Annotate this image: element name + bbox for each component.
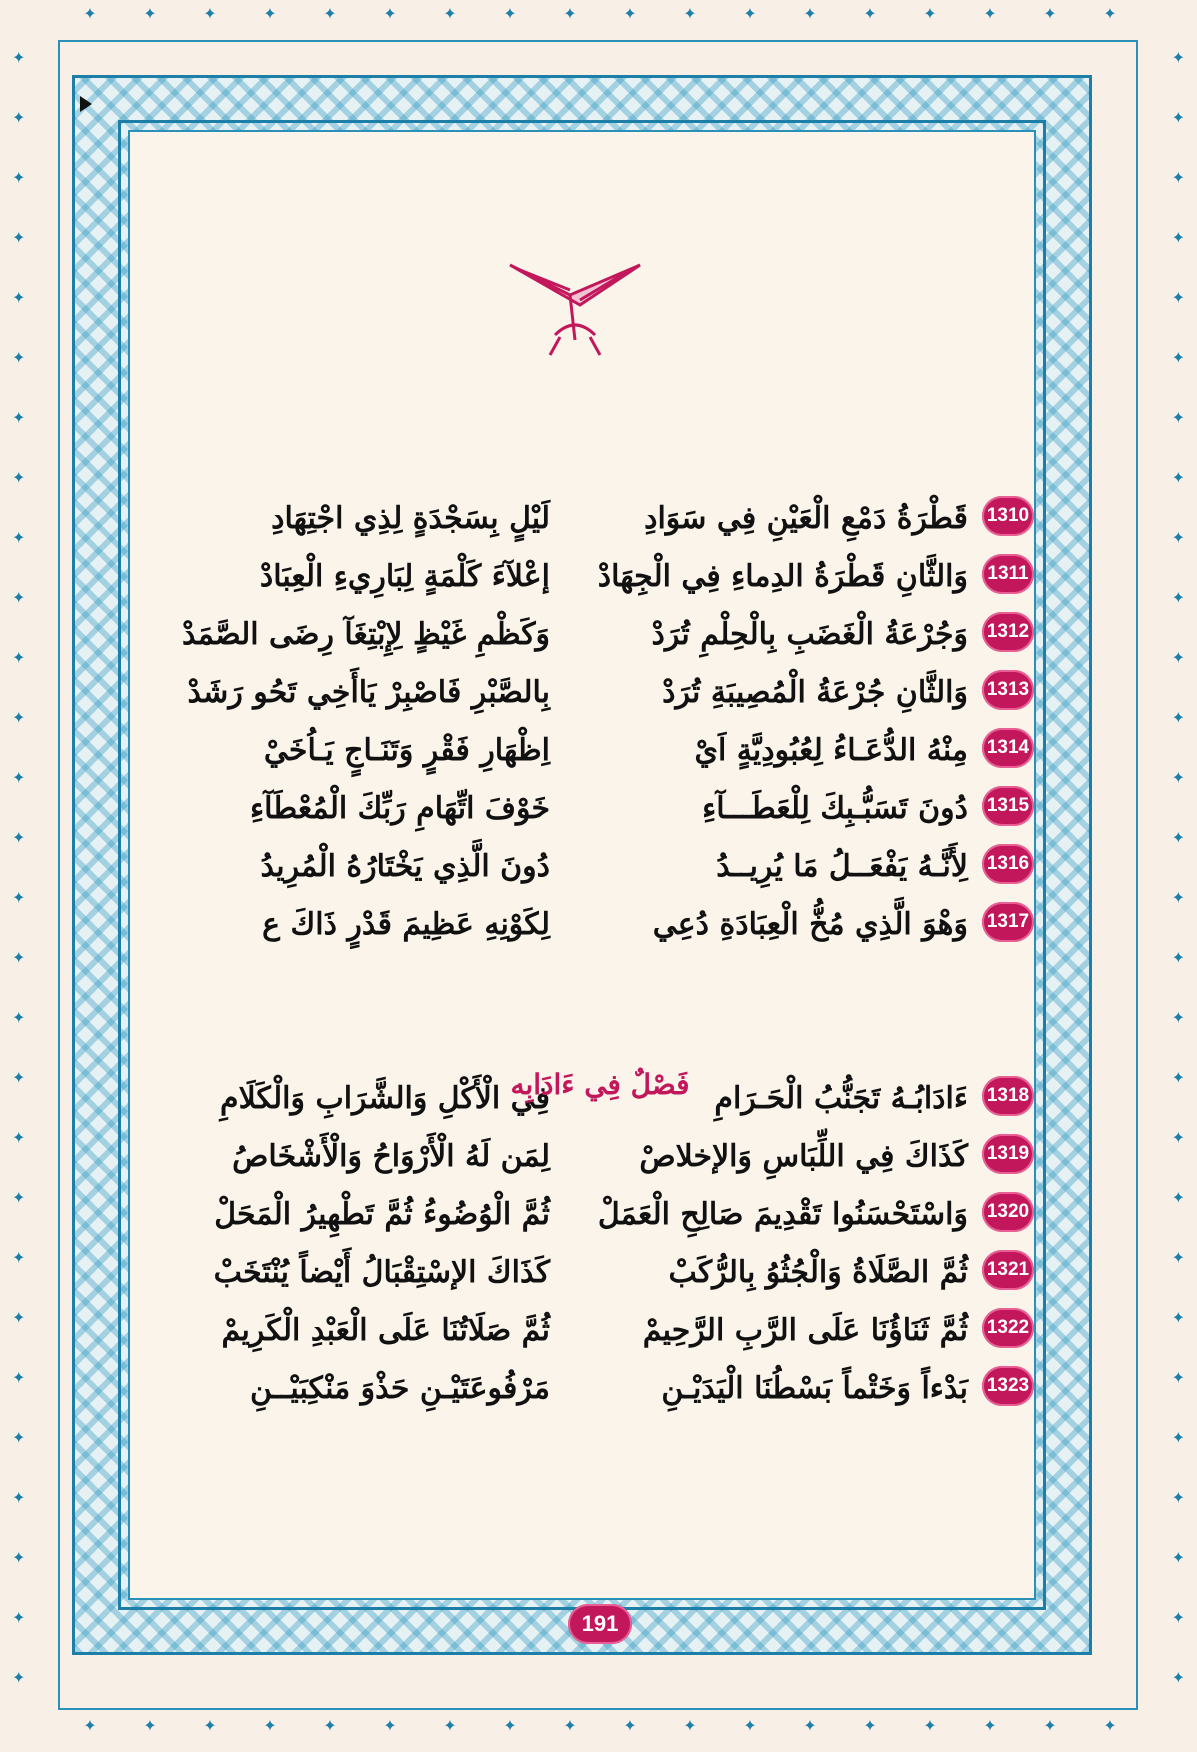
verse-second-hemistich: لِكَوْنِهِ عَظِيمَ قَدْرٍ ذَاكَ ع (262, 907, 550, 942)
quran-on-stand-icon (500, 245, 650, 365)
verse-first-hemistich: وَالثَّانِ قَطْرَةُ الدِماءِ فِي الْجِهَادْ (597, 559, 968, 594)
verse-second-hemistich: لِمَن لَهُ الْأَرْوَاحُ وَالْأَشْخَاصُ (232, 1139, 550, 1174)
verse-second-hemistich: ثُمَّ صَلَاتُنَا عَلَى الْعَبْدِ الْكَرِيمْ (221, 1313, 550, 1348)
verse-first-hemistich: وَهْوَ الَّذِي مُخُّ الْعِبَادَةِ دُعِي (652, 907, 968, 942)
verse-row (140, 1302, 1040, 1362)
verse-row (140, 1186, 1040, 1246)
verse-row (140, 490, 1040, 550)
verse-number-badge: 1319 (982, 1134, 1034, 1174)
verse-second-hemistich: بِالصَّبْرِ فَاصْبِرْ يَاأَخِي تَحُو رَشَدْ (187, 675, 550, 710)
verse-number-badge: 1315 (982, 786, 1034, 826)
verse-first-hemistich: وَاسْتَحْسَنُوا تَقْدِيمَ صَالِحِ الْعَمَلْ (597, 1197, 968, 1232)
right-edge-ornament: ✦ ✦ ✦ ✦ ✦ ✦ ✦ ✦ ✦ ✦ ✦ ✦ ✦ ✦ ✦ ✦ ✦ ✦ ✦ ✦ ✦ ✦ ✦ ✦ ✦ ✦ ✦ ✦ (1171, 48, 1185, 1687)
verse-row (140, 1360, 1040, 1420)
verse-first-hemistich: لِأَنَّـهُ يَفْعَــلُ مَا يُرِيــدُ (716, 849, 968, 884)
verse-number-badge: 1318 (982, 1076, 1034, 1116)
verse-first-hemistich: مِنْهُ الدُّعَـاءُ لِعُبُودِيَّةٍ اَيْ (694, 733, 968, 768)
verse-number-badge: 1311 (982, 554, 1034, 594)
verse-number-badge: 1316 (982, 844, 1034, 884)
verse-number-badge: 1317 (982, 902, 1034, 942)
verse-row (140, 548, 1040, 608)
verse-first-hemistich: كَذَاكَ فِي اللِّبَاسِ وَالإخلاصْ (639, 1139, 968, 1174)
verse-second-hemistich: إعْلآءَ كَلْمَةٍ لِبَارِيءِ الْعِبَادْ (259, 559, 550, 594)
verse-first-hemistich: دُونَ تَسَبُّـبِكَ لِلْعَطَـــآءِ (702, 791, 968, 826)
corner-arrow-icon (80, 96, 92, 112)
verse-row (140, 606, 1040, 666)
verse-row (140, 664, 1040, 724)
verse-row (140, 838, 1040, 898)
top-edge-ornament: ✦ ✦ ✦ ✦ ✦ ✦ ✦ ✦ ✦ ✦ ✦ ✦ ✦ ✦ ✦ ✦ ✦ ✦ (83, 4, 1117, 23)
verse-first-hemistich: ثُمَّ ثَنَاؤُنَا عَلَى الرَّبِ الرَّحِيمْ (642, 1313, 968, 1348)
verse-row (140, 780, 1040, 840)
verse-number-badge: 1323 (982, 1366, 1034, 1406)
verse-first-hemistich: بَدْءاً وَخَتْماً بَسْطُنَا الْيَدَيْـنِ (661, 1371, 968, 1406)
verse-first-hemistich: ءَادَابُـهُ تَجَنُّبُ الْحَـرَامِ (714, 1081, 968, 1116)
verse-first-hemistich: وَجُرْعَةُ الْغَضَبِ بِالْحِلْمِ تُرَدْ (651, 617, 968, 652)
verse-second-hemistich: وَكَظْمِ غَيْظٍ لِإِبْتِغَآ رِضَى الصَّمَدْ (181, 617, 550, 652)
left-edge-ornament: ✦ ✦ ✦ ✦ ✦ ✦ ✦ ✦ ✦ ✦ ✦ ✦ ✦ ✦ ✦ ✦ ✦ ✦ ✦ ✦ ✦ ✦ ✦ ✦ ✦ ✦ ✦ ✦ (12, 48, 26, 1687)
verse-second-hemistich: لَيْلٍ بِسَجْدَةٍ لِذِي اجْتِهَادِ (271, 501, 550, 536)
verse-row (140, 722, 1040, 782)
verse-first-hemistich: وَالثَّانِ جُرْعَةُ الْمُصِيبَةِ تُرَدْ (662, 675, 968, 710)
verse-second-hemistich: ثُمَّ الْوُضُوءُ ثُمَّ تَطْهِيرُ الْمَحَلْ (214, 1197, 550, 1232)
verse-number-badge: 1320 (982, 1192, 1034, 1232)
verse-number-badge: 1314 (982, 728, 1034, 768)
verse-row (140, 896, 1040, 956)
verse-first-hemistich: ثُمَّ الصَّلَاةُ وَالْجُثُوُ بِالرُّكَبْ (668, 1255, 968, 1290)
verse-number-badge: 1310 (982, 496, 1034, 536)
verse-second-hemistich: مَرْفُوعَتَيْـنِ حَذْوَ مَنْكِبَيْــنِ (250, 1371, 550, 1406)
verse-second-hemistich: خَوْفَ اتِّهَامِ رَبِّكَ الْمُعْطَآءِ (250, 791, 550, 826)
verse-row (140, 1128, 1040, 1188)
verse-second-hemistich: دُونَ الَّذِي يَخْتَارُهُ الْمُرِيدُ (260, 849, 550, 884)
verse-number-badge: 1313 (982, 670, 1034, 710)
verse-second-hemistich: فِي الْأَكْلِ وَالشَّرَابِ وَالْكَلَامِ (220, 1081, 550, 1116)
bottom-edge-ornament: ✦ ✦ ✦ ✦ ✦ ✦ ✦ ✦ ✦ ✦ ✦ ✦ ✦ ✦ ✦ ✦ ✦ ✦ (83, 1716, 1117, 1735)
verse-number-badge: 1322 (982, 1308, 1034, 1348)
section-title: فَصْلٌ فِي ءَادَابِه (510, 1068, 690, 1101)
verse-number-badge: 1321 (982, 1250, 1034, 1290)
verse-first-hemistich: قَطْرَةُ دَمْعِ الْعَيْنِ فِي سَوَادِ (644, 501, 968, 536)
verse-row (140, 1244, 1040, 1304)
verse-number-badge: 1312 (982, 612, 1034, 652)
verse-second-hemistich: اِظْهَارِ فَقْرٍ وَتَنَـاجٍ يَـاُخَيْ (263, 733, 550, 768)
verse-second-hemistich: كَذَاكَ الإسْتِقْبَالُ أَيْضاً يُنْتَخَبْ (213, 1255, 550, 1290)
page-number: 191 (568, 1604, 632, 1644)
